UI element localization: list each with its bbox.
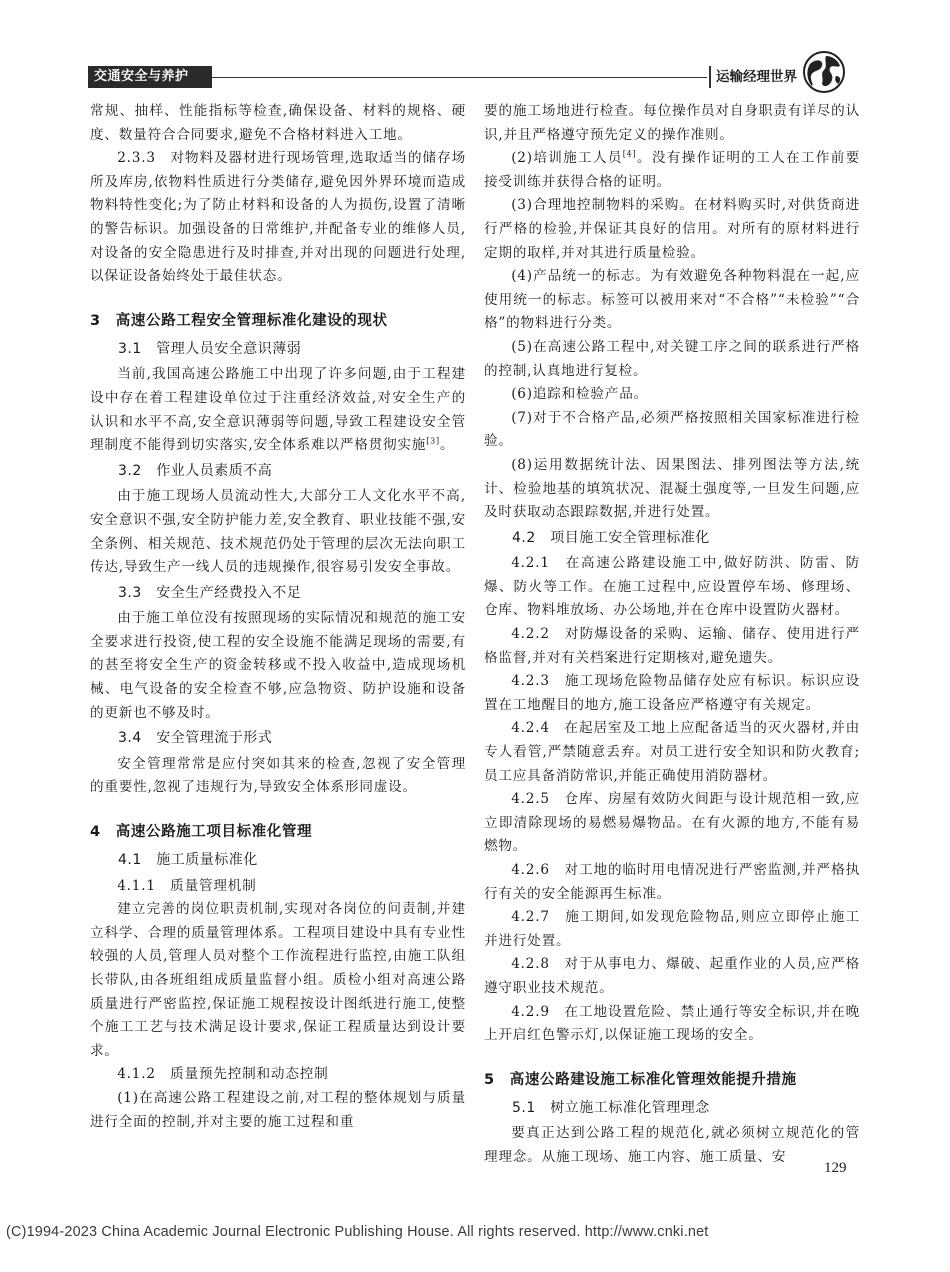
copyright-footer: (C)1994-2023 China Academic Journal Electronic Publishing House. All rights reserved. http://www.cnki.net (6, 1224, 709, 1240)
paragraph-text: 4.1 施工质量标准化 (118, 852, 258, 869)
paragraph-text: 4.2.5 仓库、房屋有效防火间距与设计规范相一致,应立即清除现场的易燃易爆物品。在有火源的地方,不能有易燃物。 (484, 791, 860, 855)
paragraph-text: 常规、抽样、性能指标等检查,确保设备、材料的规格、硬度、数量符合合同要求,避免不合格材料进入工地。 (90, 103, 466, 143)
body-paragraph (484, 194, 860, 265)
body-paragraph (90, 485, 466, 579)
clause-paragraph (484, 788, 860, 859)
paragraph-text: 要的施工场地进行检查。每位操作员对自身职责有详尽的认识,并且严格遵守预先定义的操作准则。 (484, 103, 860, 143)
paragraph-text: 2.3.3 对物料及器材进行现场管理,选取适当的储存场所及库房,依物料性质进行分类储存,避免因外界环境而造成物料特性变化;为了防止材料和设备的人为损伤,设置了清晰的警告标识。加强设备的日常维护,并配备专业的维修人员,对设备的安全隐患进行及时排查,并对出现的问题进行处理,以保证设备始终处于最佳状态。 (90, 150, 466, 285)
subsection-heading (90, 727, 466, 751)
clause-paragraph (484, 859, 860, 906)
subsection-heading (484, 1097, 860, 1121)
body-paragraph (90, 1087, 466, 1134)
subsection-heading (484, 527, 860, 551)
paragraph-text: 4.1.2 质量预先控制和动态控制 (117, 1066, 329, 1083)
paragraph-text: (7)对于不合格产品,必须严格按照相关国家标准进行检验。 (484, 409, 860, 450)
body-paragraph (484, 147, 860, 194)
paragraph-text-tail: 。 (439, 437, 455, 454)
clause-paragraph (90, 1063, 466, 1087)
section-heading (484, 1068, 860, 1093)
paragraph-text: (1)在高速公路工程建设之前,对工程的整体规划与质量进行全面的控制,并对主要的施工过程和重 (90, 1089, 466, 1130)
paragraph-text: (6)追踪和检验产品。 (511, 386, 648, 403)
journal-title: 运输经理世界 (716, 69, 797, 85)
subsection-heading (90, 460, 466, 484)
paragraph-text: 3.4 安全管理流于形式 (118, 730, 273, 747)
subsection-heading (90, 849, 466, 873)
body-paragraph (484, 383, 860, 407)
header-separator (709, 66, 711, 88)
clause-paragraph (484, 906, 860, 953)
paragraph-text: 当前,我国高速公路施工中出现了许多问题,由于工程建设中存在着工程建设单位过于注重经济效益,对安全生产的认识和水平不高,安全意识薄弱等问题,导致工程建设安全管理制度不能得到切实落实,安全体系难以严格贯彻实施 (90, 366, 466, 454)
paragraph-text: 安全管理常常是应付突如其来的检查,忽视了安全管理的重要性,忽视了违规行为,导致安全体系形同虚设。 (90, 755, 466, 796)
paragraph-text: 3.2 作业人员素质不高 (118, 462, 273, 479)
paragraph-text: 4.2.6 对工地的临时用电情况进行严密监测,并严格执行有关的安全能源再生标准。 (484, 862, 860, 902)
paragraph-text: 3 高速公路工程安全管理标准化建设的现状 (90, 312, 388, 329)
paragraph-text-tail: 。没有操作证明的工人在工作前要接受训练并获得合格的证明。 (484, 150, 860, 190)
body-paragraph (484, 454, 860, 525)
paragraph-text: 4.2.9 在工地设置危险、禁止通行等安全标识,并在晚上开启红色警示灯,以保证施工现场的安全。 (484, 1003, 860, 1044)
paragraph-text: 建立完善的岗位职责机制,实现对各岗位的问责制,并建立科学、合理的质量管理体系。工程项目建设中具有专业性较强的人员,管理人员对整个工作流程进行监控,由施工队组长带队,由各班组组成质量监督小组。质检小组对高速公路质量进行严密监控,保证施工规程按设计图纸进行施工,使整个施工工艺与技术满足设计要求,保证工程质量达到设计要求。 (90, 901, 466, 1059)
paragraph-text: 4.2 项目施工安全管理标准化 (512, 529, 710, 546)
body-paragraph (484, 407, 860, 454)
paragraph-text: 4.2.2 对防爆设备的采购、运输、储存、使用进行严格监督,并对有关档案进行定期核对,避免遗失。 (484, 626, 860, 666)
body-paragraph (90, 363, 466, 457)
clause-paragraph (90, 147, 466, 289)
subsection-heading (90, 338, 466, 362)
section-heading (90, 820, 466, 845)
citation-ref: [4] (622, 149, 637, 159)
paragraph-text: 4.2.8 对于从事电力、爆破、起重作业的人员,应严格遵守职业技术规范。 (484, 956, 860, 996)
paragraph-text: 4.1.1 质量管理机制 (117, 877, 257, 894)
body-paragraph (484, 1122, 860, 1169)
right-column (484, 100, 860, 1170)
section-label: 交通安全与养护 (94, 69, 189, 84)
body-paragraph (90, 607, 466, 725)
subsection-heading (90, 582, 466, 606)
paragraph-text: 4.2.3 施工现场危险物品储存处应有标识。标识应设置在工地醒目的地方,施工设备应严格遵守有关规定。 (484, 673, 860, 713)
paragraph-text: (4)产品统一的标志。为有效避免各种物料混在一起,应使用统一的标志。标签可以被用来对“不合格”“未检验”“合格”的物料进行分类。 (484, 268, 860, 332)
clause-paragraph (484, 552, 860, 623)
clause-paragraph (90, 875, 466, 899)
globe-icon (802, 50, 846, 94)
clause-paragraph (484, 670, 860, 717)
paragraph-text: 5.1 树立施工标准化管理理念 (512, 1099, 710, 1116)
paragraph-text: (3)合理地控制物料的采购。在材料购买时,对供货商进行严格的检验,并保证其良好的信用。对所有的原材料进行定期的取样,并对其进行质量检验。 (484, 197, 860, 261)
paragraph-text: 4 高速公路施工项目标准化管理 (90, 824, 313, 841)
paragraph-text: 4.2.4 在起居室及工地上应配备适当的灭火器材,并由专人看管,严禁随意丢弃。对员工进行安全知识和防火教育;员工应具备消防常识,并能正确使用消防器材。 (484, 720, 860, 784)
paragraph-text: 由于施工单位没有按照现场的实际情况和规范的施工安全要求进行投资,使工程的安全设施不能满足现场的需要,有的甚至将安全生产的资金转移或不投入收益中,造成现场机械、电气设备的安全检查不够,应急物资、防护设施和设备的更新也不够及时。 (90, 610, 466, 721)
left-column (90, 100, 466, 1134)
clause-paragraph (484, 1001, 860, 1048)
page-number: 129 (824, 1160, 847, 1176)
paragraph-text: 4.2.1 在高速公路建设施工中,做好防洪、防雷、防爆、防火等工作。在施工过程中,应设置停车场、修理场、仓库、物料堆放场、办公场地,并在仓库中设置防火器材。 (484, 555, 860, 619)
citation-ref: [3] (426, 436, 440, 446)
page-header (0, 0, 950, 110)
body-paragraph (484, 336, 860, 383)
paragraph-text: 4.2.7 施工期间,如发现危险物品,则应立即停止施工并进行处置。 (484, 909, 860, 949)
continued-paragraph (484, 100, 860, 147)
clause-paragraph (484, 623, 860, 670)
continued-paragraph (90, 100, 466, 147)
paragraph-text: 3.1 管理人员安全意识薄弱 (118, 340, 302, 357)
paragraph-text: 由于施工现场人员流动性大,大部分工人文化水平不高,安全意识不强,安全防护能力差,安全教育、职业技能不强,安全条例、相关规范、技术规范仍处于管理的层次无法向职工传达,导致生产一线人员的违规操作,很容易引发安全事故。 (90, 488, 466, 576)
body-paragraph (484, 265, 860, 336)
paragraph-text: 5 高速公路建设施工标准化管理效能提升措施 (484, 1071, 797, 1088)
paragraph-text: (5)在高速公路工程中,对关键工序之间的联系进行严格的控制,认真地进行复检。 (484, 338, 860, 379)
paragraph-text: 要真正达到公路工程的规范化,就必须树立规范化的管理理念。从施工现场、施工内容、施工质量、安 (484, 1125, 860, 1165)
paragraph-text: (2)培训施工人员 (511, 150, 623, 167)
body-paragraph (90, 898, 466, 1063)
paragraph-text: (8)运用数据统计法、因果图法、排列图法等方法,统计、检验地基的填筑状况、混凝土强度等,一旦发生问题,应及时获取动态跟踪数据,并进行处置。 (484, 456, 860, 521)
paragraph-text: 3.3 安全生产经费投入不足 (118, 584, 302, 601)
clause-paragraph (484, 717, 860, 788)
body-paragraph (90, 753, 466, 800)
clause-paragraph (484, 953, 860, 1000)
header-rule (212, 77, 707, 78)
section-heading (90, 309, 466, 334)
